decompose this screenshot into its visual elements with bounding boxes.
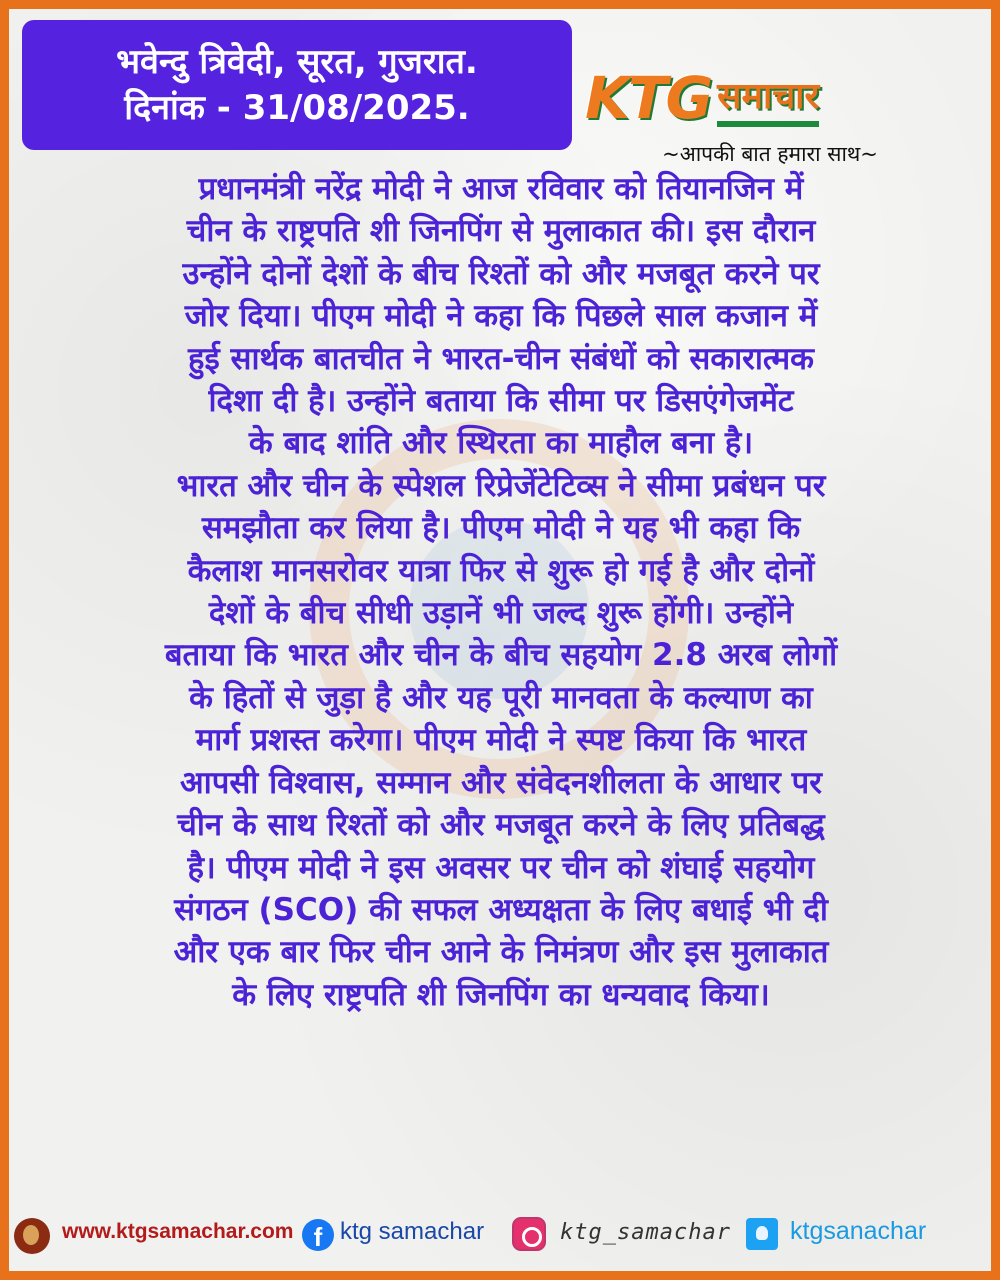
logo-tagline: ~आपकी बात हमारा साथ~ bbox=[662, 142, 878, 166]
article-line: प्रधानमंत्री नरेंद्र मोदी ने आज रविवार को तियानजिन में bbox=[198, 171, 804, 207]
byline-box bbox=[22, 20, 572, 150]
article-line: बताया कि भारत और चीन के बीच सहयोग 2.8 अरब लोगों bbox=[164, 637, 838, 674]
byline-date: दिनांक - 31/08/2025. bbox=[124, 88, 470, 128]
logo-ktg-text: KTG bbox=[585, 64, 712, 132]
article-line: चीन के साथ रिश्तों को और मजबूत करने के लिए प्रतिबद्ध bbox=[177, 807, 825, 844]
article-line: संगठन (SCO) की सफल अध्यक्षता के लिए बधाई भी दी bbox=[174, 891, 828, 928]
article-body bbox=[22, 168, 980, 1016]
logo-samachar-text: समाचार bbox=[717, 70, 819, 127]
article-line: जोर दिया। पीएम मोदी ने कहा कि पिछले साल कजान में bbox=[184, 298, 818, 335]
article-line: दिशा दी है। उन्होंने बताया कि सीमा पर डिसएंगेजमेंट bbox=[208, 383, 794, 420]
facebook-icon: f bbox=[302, 1219, 334, 1251]
article-line: कैलाश मानसरोवर यात्रा फिर से शुरू हो गई है और दोनों bbox=[187, 552, 815, 589]
ktg-samachar-logo bbox=[585, 62, 945, 134]
article-line: समझौता कर लिया है। पीएम मोदी ने यह भी कहा कि bbox=[201, 510, 801, 547]
article-line: है। पीएम मोदी ने इस अवसर पर चीन को शंघाई सहयोग bbox=[187, 849, 815, 886]
footer-facebook-link[interactable]: ktg samachar bbox=[340, 1218, 485, 1245]
article-line: के लिए राष्ट्रपति शी जिनपिंग का धन्यवाद किया। bbox=[232, 976, 770, 1013]
instagram-icon bbox=[512, 1217, 546, 1251]
byline-author-location: भवेन्दु त्रिवेदी, सूरत, गुजरात. bbox=[116, 42, 478, 82]
article-line: मार्ग प्रशस्त करेगा। पीएम मोदी ने स्पष्ट किया कि भारत bbox=[195, 722, 807, 759]
globe-icon bbox=[14, 1218, 50, 1254]
article-line: देशों के बीच सीधी उड़ानें भी जल्द शुरू होंगी। उन्होंने bbox=[208, 595, 794, 632]
article-line: उन्होंने दोनों देशों के बीच रिश्तों को और मजबूत करने पर bbox=[182, 255, 820, 292]
footer-instagram-link[interactable]: ktg_samachar bbox=[560, 1220, 731, 1245]
footer-website-link[interactable]: www.ktgsamachar.com bbox=[62, 1220, 294, 1243]
article-line: और एक बार फिर चीन आने के निमंत्रण और इस मुलाकात bbox=[173, 934, 829, 971]
article-line: के हितों से जुड़ा है और यह पूरी मानवता के कल्याण का bbox=[189, 679, 813, 716]
article-line: भारत और चीन के स्पेशल रिप्रेजेंटेटिव्स ने सीमा प्रबंधन पर bbox=[176, 467, 826, 504]
article-line: आपसी विश्वास, सम्मान और संवेदनशीलता के आधार पर bbox=[180, 764, 822, 801]
article-line: हुई सार्थक बातचीत ने भारत-चीन संबंधों को सकारात्मक bbox=[188, 340, 814, 377]
twitter-icon bbox=[746, 1218, 778, 1250]
article-line: के बाद शांति और स्थिरता का माहौल बना है। bbox=[248, 425, 754, 462]
footer-twitter-link[interactable]: ktgsanachar bbox=[790, 1217, 927, 1245]
article-line: चीन के राष्ट्रपति शी जिनपिंग से मुलाकात की। इस दौरान bbox=[186, 213, 816, 250]
